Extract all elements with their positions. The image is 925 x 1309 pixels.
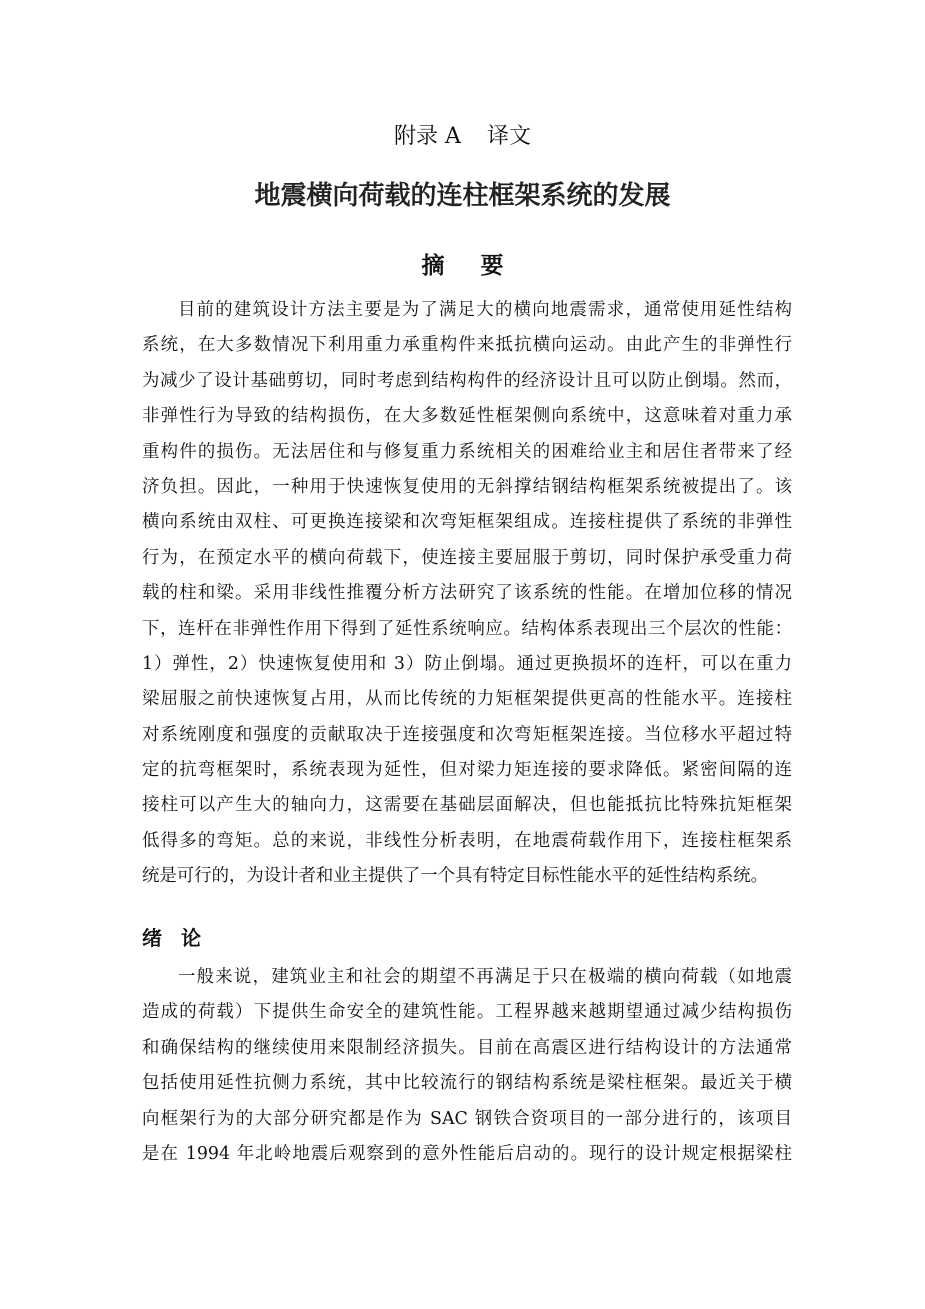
abstract-line: 梁屈服之前快速恢复占用，从而比传统的力矩框架提供更高的性能水平。连接柱 <box>142 689 792 710</box>
abstract-line: 重构件的损伤。无法居住和与修复重力系统相关的困难给业主和居住者带来了经 <box>142 441 792 462</box>
abstract-line: 定的抗弯框架时，系统表现为延性，但对梁力矩连接的要求降低。紧密间隔的连 <box>142 760 792 781</box>
document-title: 地震横向荷载的连柱框架系统的发展 <box>254 181 671 211</box>
abstract-paragraph <box>142 293 792 895</box>
abstract-line: 低得多的弯矩。总的来说，非线性分析表明，在地震荷载作用下，连接柱框架系 <box>142 830 792 851</box>
introduction-line: 包括使用延性抗侧力系统，其中比较流行的钢结构系统是梁柱框架。最近关于横 <box>142 1073 792 1094</box>
abstract-line: 为减少了设计基础剪切，同时考虑到结构构件的经济设计且可以防止倒塌。然而， <box>142 370 792 391</box>
abstract-line: 横向系统由双柱、可更换连接梁和次弯矩框架组成。连接柱提供了系统的非弹性 <box>142 512 792 533</box>
introduction-line: 和确保结构的继续使用来限制经济损失。目前在高震区进行结构设计的方法通常 <box>142 1037 792 1058</box>
introduction-paragraph <box>142 960 792 1172</box>
abstract-line: 统是可行的，为设计者和业主提供了一个具有特定目标性能水平的延性结构系统。 <box>142 866 769 887</box>
abstract-line: 接柱可以产生大的轴向力，这需要在基础层面解决，但也能抵抗比特殊抗矩框架 <box>142 795 792 816</box>
abstract-line: 非弹性行为导致的结构损伤，在大多数延性框架侧向系统中，这意味着对重力承 <box>142 406 792 427</box>
abstract-heading: 摘 要 <box>421 253 518 279</box>
appendix-label: 附录 A <box>394 124 461 149</box>
abstract-line: 1）弹性，2）快速恢复使用和 3）防止倒塌。通过更换损坏的连杆，可以在重力 <box>142 653 792 674</box>
appendix-heading <box>0 120 925 154</box>
abstract-line: 下，连杆在非弹性作用下得到了延性系统响应。结构体系表现出三个层次的性能： <box>142 618 792 639</box>
abstract-line: 对系统刚度和强度的贡献取决于连接强度和次弯矩框架连接。当位移水平超过特 <box>142 724 792 745</box>
abstract-line: 目前的建筑设计方法主要是为了满足大的横向地震需求，通常使用延性结构 <box>178 300 792 320</box>
introduction-line: 一般来说，建筑业主和社会的期望不再满足于只在极端的横向荷载（如地震 <box>178 967 792 987</box>
abstract-line: 载的柱和梁。采用非线性推覆分析方法研究了该系统的性能。在增加位移的情况 <box>142 583 792 604</box>
introduction-line: 向框架行为的大部分研究都是作为 SAC 钢铁合资项目的一部分进行的，该项目 <box>142 1108 792 1129</box>
abstract-line: 济负担。因此，一种用于快速恢复使用的无斜撑结钢结构框架系统被提出了。该 <box>142 476 792 497</box>
introduction-line: 造成的荷载）下提供生命安全的建筑性能。工程界越来越期望通过减少结构损伤 <box>142 1002 792 1023</box>
abstract-line: 行为，在预定水平的横向荷载下，使连接主要屈服于剪切，同时保护承受重力荷 <box>142 547 792 568</box>
introduction-line: 是在 1994 年北岭地震后观察到的意外性能后启动的。现行的设计规定根据梁柱 <box>142 1143 792 1164</box>
abstract-line: 系统，在大多数情况下利用重力承重构件来抵抗横向运动。由此产生的非弹性行 <box>142 335 792 356</box>
appendix-subtitle: 译文 <box>486 124 531 149</box>
introduction-heading: 绪 论 <box>142 926 207 950</box>
